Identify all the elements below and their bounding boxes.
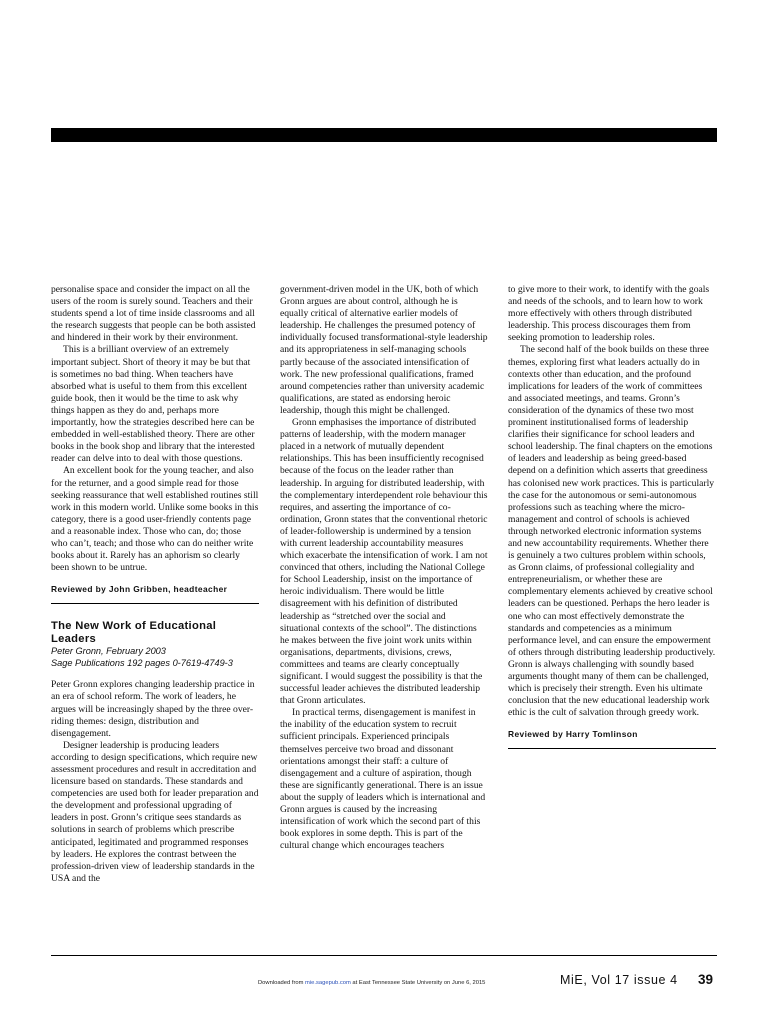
paragraph: In practical terms, disengagement is manifest in the inability of the education system to recruit sufficient principals. Experienced principals themselves perceive two broad and dissonant orientations amongst their staff: a culture of disengagement and a culture of aspiration, though these are significantly generational. There is an issue about the supply of leaders which is international and Gronn argues is caused by the increasing intensification of work which the second part of this book explores in some depth. This is part of the cultural change which encourages teachers [280,707,486,852]
header-bar [51,128,717,142]
column-1 [51,284,259,885]
reviewer-credit: Reviewed by Harry Tomlinson [508,728,716,749]
reviewer-credit: Reviewed by John Gribben, headteacher [51,583,259,604]
paragraph: personalise space and consider the impact on all the users of the room is surely sound. Teachers and their students spend a lot of time inside classrooms and all the research suggests that people can be both assisted and hindered in their work by their environment. [51,284,256,344]
journal-issue: MiE, Vol 17 issue 4 [560,973,678,987]
page-number: 39 [698,972,714,987]
paragraph: government-driven model in the UK, both of which Gronn argues are about control, although he is equally critical of alternative earlier models of leadership. He challenges the presumed potency of individually focused transformational-style leadership and its appropriateness in self-managing schools partly because of the associated intensification of work. The new professional qualifications, framed around competencies rather than university academic qualifications, are stated as endorsing heroic leadership, though this might be challenged. [280,284,488,416]
paragraph: This is a brilliant overview of an extremely important subject. Short of theory it may be but that is sometimes no bad thing. When teachers have absorbed what is useful to them from this excellent guide book, then it would be the time to ask why things happen as they do and, perhaps more importantly, how the strategies described here can be embedded in well-established theory. There are other books in the book shop and library that the interested reader can delve into to deal with those questions. [51,344,255,465]
paragraph: An excellent book for the young teacher, and also for the returner, and a good simple read for those seeking reassurance that well established routines still work in this modern world. Unlike some books in this category, there is a good user-friendly contents page and a reasonable index. Those who can, do; those who can’t, teach; and those who can do neither write books about it. Rarely has an aphorism so clearly been shown to be untrue. [51,465,259,574]
footer-rule [51,955,717,956]
paragraph: Peter Gronn explores changing leadership practice in an era of school reform. The work of leaders, he argues will be increasingly shaped by the three over-riding themes: design, distribution and disengagement. [51,679,255,739]
book-publisher: Sage Publications 192 pages 0-7619-4749-3 [51,657,233,668]
column-2 [280,284,488,852]
book-title: The New Work of Educational Leaders [51,620,217,646]
paragraph: to give more to their work, to identify with the goals and needs of the schools, and to learn how to work more effectively with others through distributed leadership. This process discourages them from seeking promotion to leadership roles. [508,284,710,344]
paragraph: Designer leadership is producing leaders according to design specifications, which require new assessment procedures and result in accreditation and licensure based on standards. These standards and competencies are used both for leader preparation and the development and professional upgrading of leaders in post. Gronn’s critique sees standards as solutions in search of problems which prescribe anticipated, legitimated and programmed responses by leaders. He explores the contrast between the profession-driven view of leadership standards in the USA and the [51,739,259,884]
paragraph: Gronn emphasises the importance of distributed patterns of leadership, with the modern manager placed in a network of mutually dependent relationships. This has been insufficiently recognised because of the focus on the leader rather than leadership. In arguing for distributed leadership, with the complementary interdependent role behaviour this requires, and asserting the importance of co-ordination, Gronn states that the conventional rhetoric of leader-followership is undermined by a tension with current leadership accountability measures which exacerbate the intensification of work. I am not convinced that others, including the National College for School Leadership, insist on the importance of heroic individualism. There would be little disagreement with his definition of distributed leadership as “stretched over the social and situational contexts of the school”. The distinctions he makes between the five joint work units within organisations, departments, divisions, crews, committees and teams are clearly conceptually significant. I would suggest the possibility is that the successful leader achieves the distributed leadership that Gronn articulates. [280,417,488,707]
paragraph: The second half of the book builds on these three themes, exploring first what leaders actually do in contexts other than education, and the profound implications for leaders of the work of committees and associated meetings, and teams. Gronn’s consideration of the dynamics of these two most prominent institutionalised forms of leadership clarifies their significance for school leaders and school leadership. The final chapters on the emotions of leaders and leadership as being greed-based depend on a definition which asserts that greediness has colonised new work practices. This is particularly the case for the autonomous or semi-autonomous professions such as teaching where the micro-management and control of schools is achieved through networked electronic information systems and new accountability requirements. Whether there is genuinely a two cultures problem within schools, as Gronn claims, of professional collegiality and entrepreneurialism, or whether these are complementary elements achieved by creative school leaders can be questioned. Perhaps the hero leader is one who can most effectively demonstrate the standards and competencies as a minimum performance level, and can ensure the empowerment of others through distributing leadership productively. Gronn is always challenging with soundly based arguments thought many of them can be challenged, which is precisely their strength. Even his ultimate conclusion that the new educational leadership work ethic is the cult of salvation through greedy work. [508,344,716,719]
download-suffix: at East Tennessee State University on June 6, 2015 [350,980,486,986]
column-3 [508,284,716,749]
download-prefix: Downloaded from [258,980,306,986]
book-author: Peter Gronn, February 2003 [51,646,166,657]
download-notice [258,980,485,986]
download-link[interactable]: mie.sagepub.com [305,980,351,986]
